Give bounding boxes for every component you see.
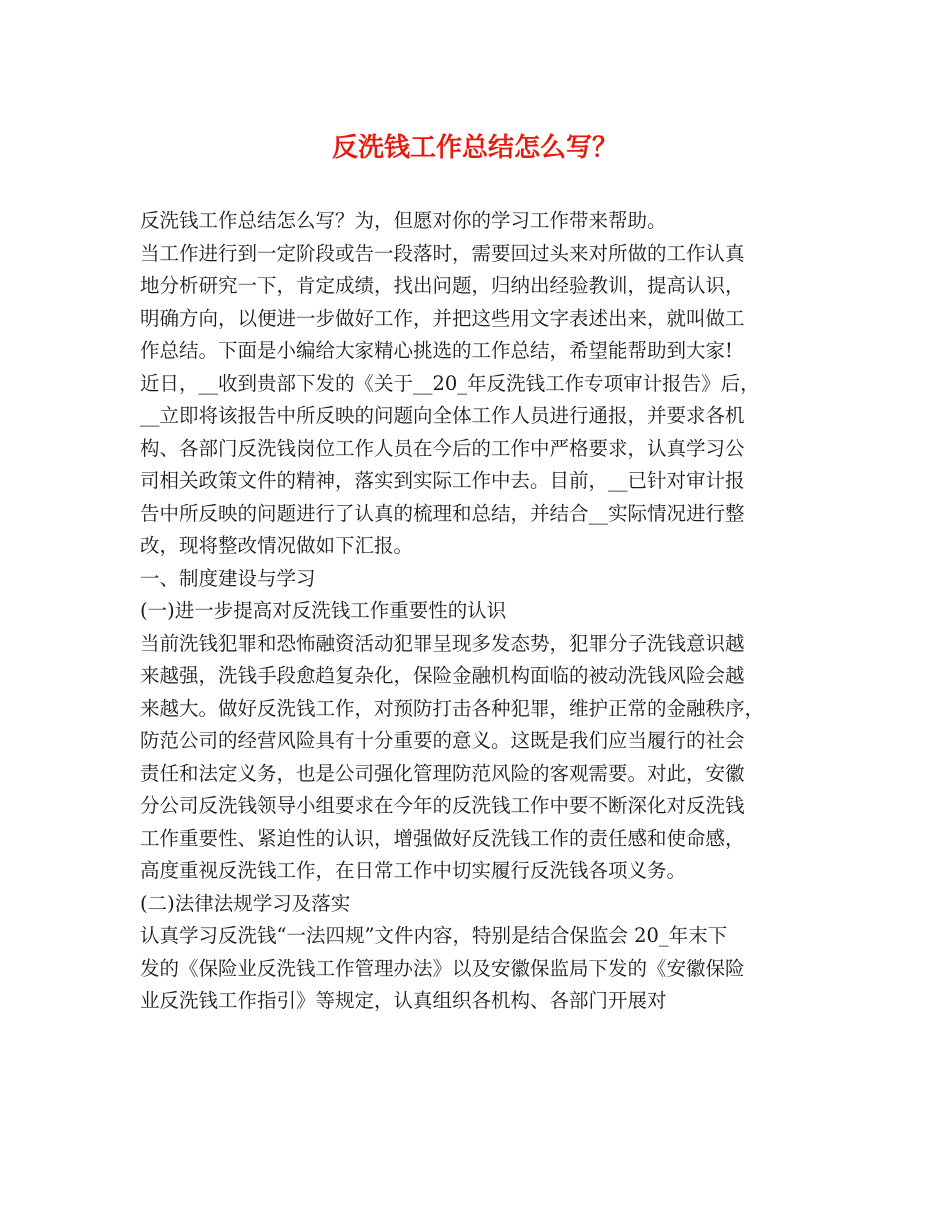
document-body <box>140 205 830 1018</box>
body-line: 告中所反映的问题进行了认真的梳理和总结，并结合__实际情况进行整 <box>140 501 745 525</box>
body-line: 发的《保险业反洗钱工作管理办法》以及安徽保监局下发的《安徽保险 <box>140 956 745 980</box>
body-line: 当前洗钱犯罪和恐怖融资活动犯罪呈现多发态势，犯罪分子洗钱意识越 <box>140 631 745 655</box>
section-heading: 一、制度建设与学习 <box>140 566 316 590</box>
subsection-heading: (一)进一步提高对反洗钱工作重要性的认识 <box>140 599 507 622</box>
body-line: 司相关政策文件的精神，落实到实际工作中去。目前，__已针对审计报 <box>140 469 745 492</box>
body-line: 业反洗钱工作指引》等规定，认真组织各机构、各部门开展对 <box>140 989 667 1012</box>
body-line: 改，现将整改情况做如下汇报。 <box>140 534 414 557</box>
body-line: __立即将该报告中所反映的问题向全体工作人员进行通报，并要求各机 <box>140 404 745 427</box>
body-line: 明确方向，以便进一步做好工作，并把这些用文字表述出来，就叫做工 <box>140 306 745 330</box>
body-line: 责任和法定义务，也是公司强化管理防范风险的客观需要。对此，安徽 <box>140 761 745 785</box>
subsection-heading: (二)法律法规学习及落实 <box>140 891 351 915</box>
body-line: 工作重要性、紧迫性的认识，增强做好反洗钱工作的责任感和使命感， <box>140 826 745 850</box>
body-line: 作总结。下面是小编给大家精心挑选的工作总结，希望能帮助到大家! <box>140 339 733 362</box>
body-line: 防范公司的经营风险具有十分重要的意义。这既是我们应当履行的社会 <box>140 729 745 752</box>
body-line: 反洗钱工作总结怎么写？为，但愿对你的学习工作带来帮助。 <box>140 209 667 232</box>
body-line: 来越强，洗钱手段愈趋复杂化，保险金融机构面临的被动洗钱风险会越 <box>140 664 745 687</box>
body-line: 分公司反洗钱领导小组要求在今年的反洗钱工作中要不断深化对反洗钱 <box>140 794 745 817</box>
body-line: 当工作进行到一定阶段或告一段落时，需要回过头来对所做的工作认真 <box>140 241 745 265</box>
body-line: 构、各部门反洗钱岗位工作人员在今后的工作中严格要求，认真学习公 <box>140 436 745 460</box>
body-line: 近日，__收到贵部下发的《关于__20_年反洗钱工作专项审计报告》后， <box>140 371 760 395</box>
body-line: 地分析研究一下，肯定成绩，找出问题，归纳出经验教训，提高认识， <box>140 274 745 297</box>
body-line: 来越大。做好反洗钱工作，对预防打击各种犯罪，维护正常的金融秩序， <box>140 696 765 720</box>
body-line: 高度重视反洗钱工作，在日常工作中切实履行反洗钱各项义务。 <box>140 859 687 882</box>
document-title: 反洗钱工作总结怎么写？ <box>331 133 618 163</box>
body-line: 认真学习反洗钱“一法四规”文件内容，特别是结合保监会 20_年末下 <box>140 924 728 947</box>
